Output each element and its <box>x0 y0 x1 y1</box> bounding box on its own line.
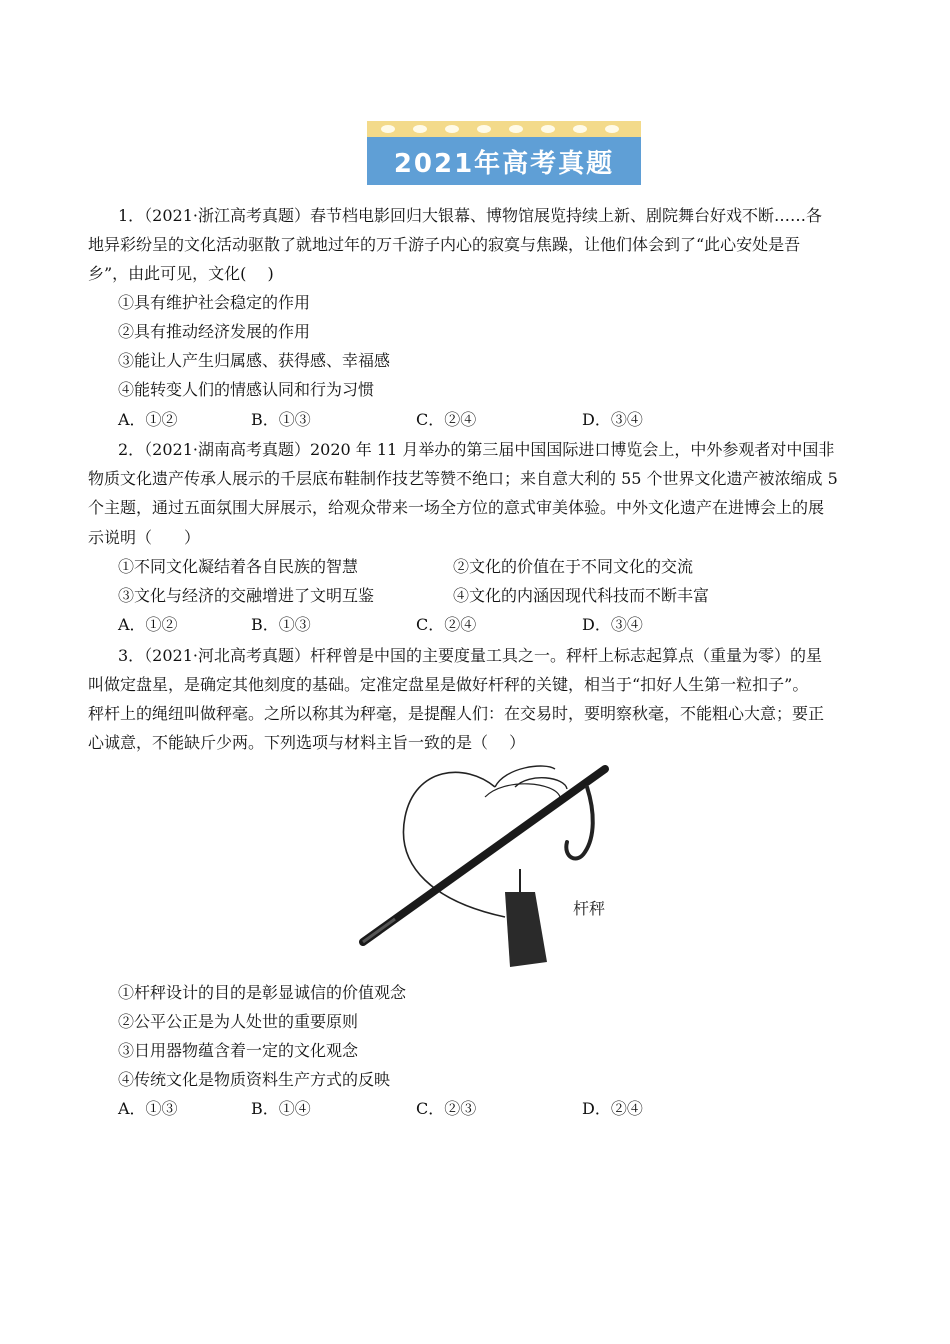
q3-stem-line: 叫做定盘星，是确定其他刻度的基础。定准定盘星是做好杆秤的关键，相当于“扣好人生第一粒扣子”。 <box>88 675 809 694</box>
q2-item: ③文化与经济的交融增进了文明互鉴 <box>118 586 375 605</box>
banner-dot <box>381 125 395 133</box>
banner-dot <box>509 125 523 133</box>
q2-item: ②文化的价值在于不同文化的交流 <box>453 557 694 576</box>
q3-item: ③日用器物蕴含着一定的文化观念 <box>118 1041 359 1060</box>
q1-option-c: C．②④ <box>416 410 477 429</box>
q3-option-c: C．②③ <box>416 1099 477 1118</box>
q2-item: ①不同文化凝结着各自民族的智慧 <box>118 557 359 576</box>
banner-dot <box>605 125 619 133</box>
q1-item: ④能转变人们的情感认同和行为习惯 <box>118 380 375 399</box>
banner-dot <box>541 125 555 133</box>
q2-option-d: D．③④ <box>582 615 643 634</box>
banner-dot <box>413 125 427 133</box>
page-title: 2021年高考真题 <box>393 148 615 179</box>
steelyard-string <box>403 772 505 917</box>
q1-stem-line: 地异彩纷呈的文化活动驱散了就地过年的万千游子内心的寂寞与焦躁，让他们体会到了“此心安处是吾 <box>88 235 801 254</box>
steelyard-illustration <box>355 757 645 972</box>
q3-stem-line: 秤杆上的绳纽叫做秤毫。之所以称其为秤毫，是提醒人们：在交易时，要明察秋毫，不能粗心大意；要正 <box>88 704 825 723</box>
q1-item: ③能让人产生归属感、获得感、幸福感 <box>118 351 391 370</box>
steelyard-figure <box>355 757 645 972</box>
q3-stem-line: 心诚意，不能缺斤少两。下列选项与材料主旨一致的是（ ） <box>88 733 526 752</box>
q1-stem-line: 乡”，由此可见，文化( ) <box>88 264 274 283</box>
banner-dot <box>477 125 491 133</box>
q2-stem-line: 示说明（ ） <box>88 528 201 547</box>
q3-option-b: B．①④ <box>251 1099 311 1118</box>
q2-option-b: B．①③ <box>251 615 311 634</box>
q2-option-a: A．①② <box>118 615 178 634</box>
banner-body <box>367 137 641 185</box>
title-banner <box>367 121 641 185</box>
figure-caption: 杆秤 <box>573 899 606 918</box>
steelyard-weight <box>505 892 547 967</box>
q3-option-d: D．②④ <box>582 1099 643 1118</box>
q3-item: ①杆秤设计的目的是彰显诚信的价值观念 <box>118 983 407 1002</box>
q1-option-b: B．①③ <box>251 410 311 429</box>
q1-option-a: A．①② <box>118 410 178 429</box>
q3-stem-line: 3．（2021·河北高考真题）杆秤曾是中国的主要度量工具之一。秤杆上标志起算点（重量为零）的星 <box>118 646 822 665</box>
banner-dot <box>573 125 587 133</box>
banner-dot <box>445 125 459 133</box>
q2-stem-line: 2．（2021·湖南高考真题）2020 年 11 月举办的第三届中国国际进口博览会上，中外参观者对中国非 <box>118 440 835 459</box>
q1-option-d: D．③④ <box>582 410 643 429</box>
q2-option-c: C．②④ <box>416 615 477 634</box>
q3-item: ④传统文化是物质资料生产方式的反映 <box>118 1070 391 1089</box>
q2-item: ④文化的内涵因现代科技而不断丰富 <box>453 586 710 605</box>
q1-item: ②具有推动经济发展的作用 <box>118 322 311 341</box>
q1-item: ①具有维护社会稳定的作用 <box>118 293 311 312</box>
steelyard-beam-tip <box>363 919 395 942</box>
q1-stem-line: 1．（2021·浙江高考真题）春节档电影回归大银幕、博物馆展览持续上新、剧院舞台好戏不断……各 <box>118 206 822 225</box>
banner-dots-strip <box>367 121 641 137</box>
q2-stem-line: 个主题，通过五面氛围大屏展示，给观众带来一场全方位的意式审美体验。中外文化遗产在进博会上的展 <box>88 498 825 517</box>
q3-item: ②公平公正是为人处世的重要原则 <box>118 1012 359 1031</box>
q2-stem-line: 物质文化遗产传承人展示的千层底布鞋制作技艺等赞不绝口；来自意大利的 55 个世界文化遗产被浓缩成 5 <box>88 469 838 488</box>
q3-option-a: A．①③ <box>118 1099 178 1118</box>
